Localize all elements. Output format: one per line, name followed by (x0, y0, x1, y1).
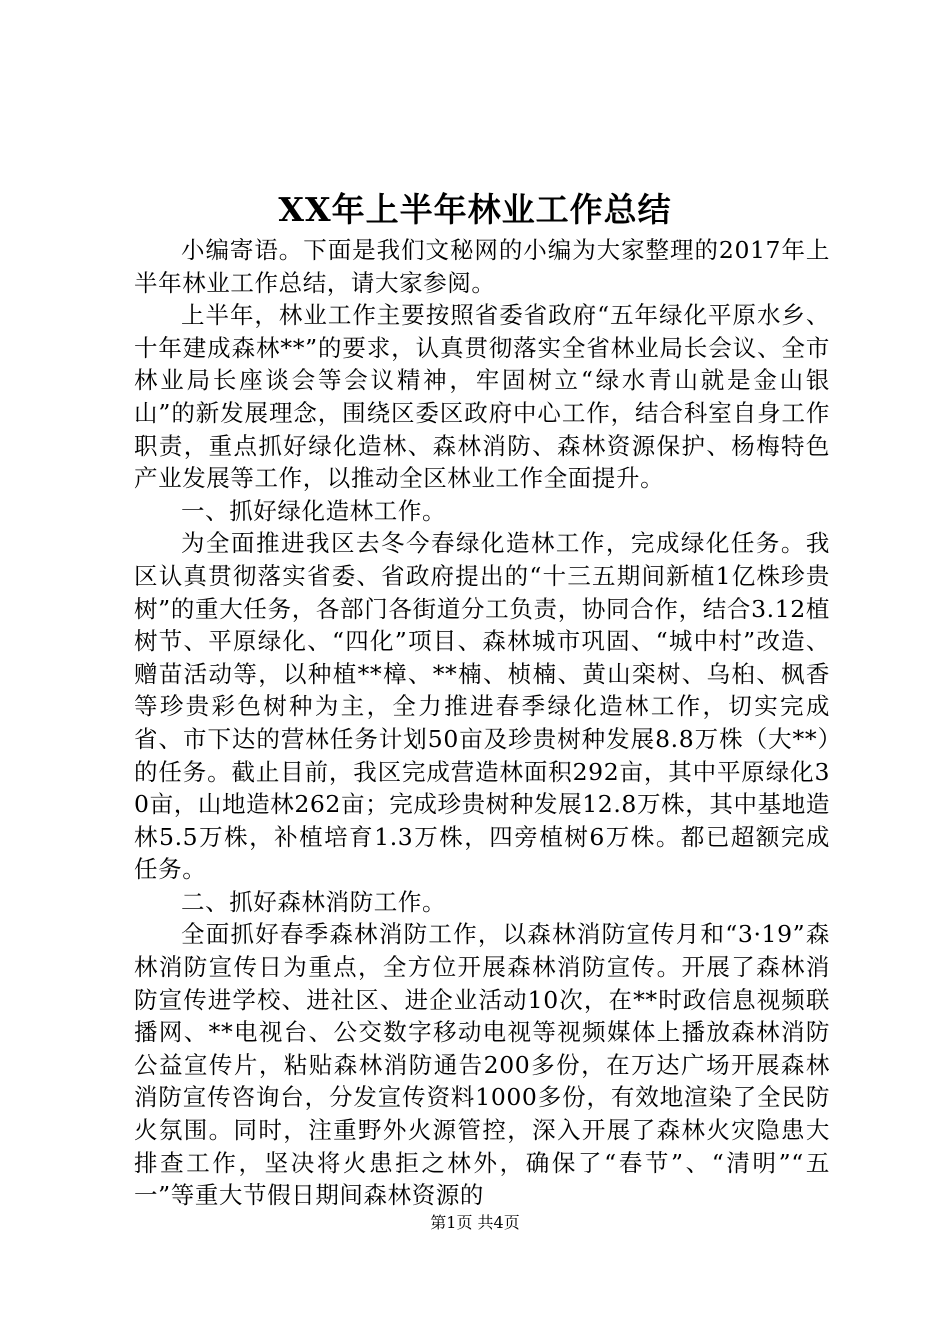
paragraph-overview: 上半年，林业工作主要按照省委省政府“五年绿化平原水乡、十年建成森林**”的要求，认真贯彻落实全省林业局长会议、全市林业局长座谈会等会议精神，牢固树立“绿水青山就是金山银山”的新发展理念，围绕区委区政府中心工作，结合科室自身工作职责，重点抓好绿化造林、森林消防、森林资源保护、杨梅特色产业发展等工作，以推动全区林业工作全面提升。 (134, 301, 830, 493)
document-body (134, 234, 830, 1212)
paragraph-afforestation: 为全面推进我区去冬今春绿化造林工作，完成绿化任务。我区认真贯彻落实省委、省政府提出的“十三五期间新植1亿株珍贵树”的重大任务，各部门各街道分工负责，协同合作，结合3.12植树节、平原绿化、“四化”项目、森林城市巩固、“城中村”改造、赠苗活动等，以种植**樟、**楠、桢楠、黄山栾树、乌桕、枫香等珍贵彩色树种为主，全力推进春季绿化造林工作，切实完成省、市下达的营林任务计划50亩及珍贵树种发展8.8万株（大**）的任务。截止目前，我区完成营造林面积292亩，其中平原绿化30亩，山地造林262亩；完成珍贵树种发展12.8万株，其中基地造林5.5万株，补植培育1.3万株，四旁植树6万株。都已超额完成任务。 (134, 529, 830, 884)
page-number-footer: 第1页 共4页 (430, 1213, 520, 1232)
document-title: XX年上半年林业工作总结 (278, 190, 672, 229)
section-heading-fire-prevention: 二、抓好森林消防工作。 (181, 887, 447, 916)
section-heading-afforestation: 一、抓好绿化造林工作。 (181, 496, 447, 525)
paragraph-fire-prevention: 全面抓好春季森林消防工作，以森林消防宣传月和“3·19”森林消防宣传日为重点，全方位开展森林消防宣传。开展了森林消防宣传进学校、进社区、进企业活动10次，在**时政信息视频联播网、**电视台、公交数字移动电视等视频媒体上播放森林消防公益宣传片，粘贴森林消防通告200多份，在万达广场开展森林消防宣传咨询台，分发宣传资料1000多份，有效地渲染了全民防火氛围。同时，注重野外火源管控，深入开展了森林火灾隐患大排查工作，坚决将火患拒之林外，确保了“春节”、“清明”“五一”等重大节假日期间森林资源的 (134, 920, 830, 1210)
paragraph-intro: 小编寄语。下面是我们文秘网的小编为大家整理的2017年上半年林业工作总结，请大家参阅。 (134, 236, 830, 297)
